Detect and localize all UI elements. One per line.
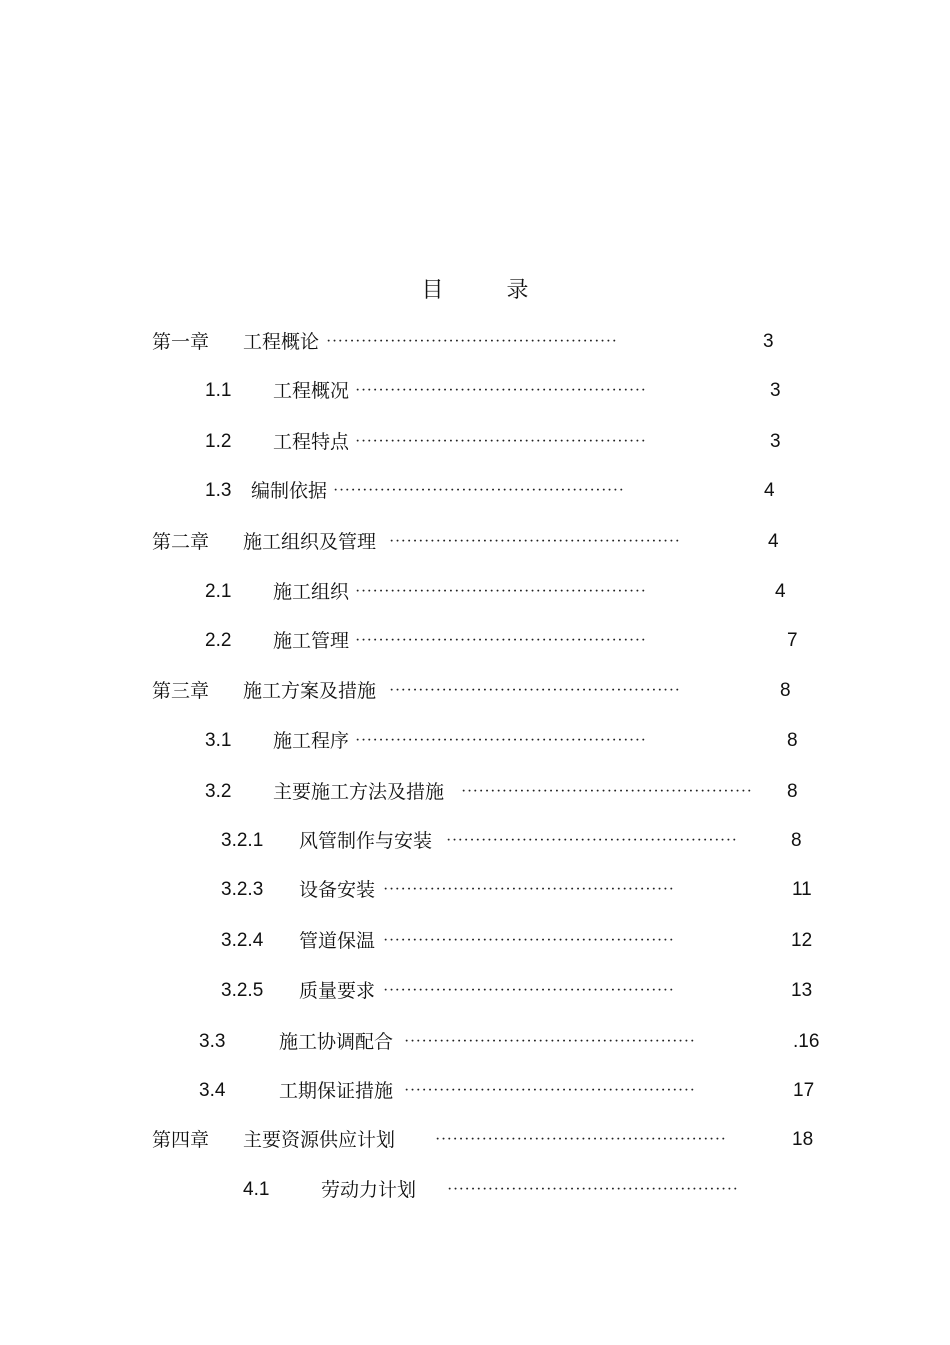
toc-entry-page: 11 xyxy=(792,879,812,900)
toc-entry-title: 施工管理 xyxy=(273,630,350,652)
toc-entry[interactable] xyxy=(243,1175,843,1205)
toc-entry-page: 12 xyxy=(791,930,813,951)
toc-entry-page: 4 xyxy=(775,581,786,602)
toc-entry-number: 3.1 xyxy=(205,730,232,751)
toc-entry-page: 7 xyxy=(787,630,798,651)
toc-entry[interactable] xyxy=(221,875,821,905)
toc-entry-leader: ·················································· xyxy=(461,783,753,800)
toc-entry-number: 1.2 xyxy=(205,431,232,452)
toc-entry-number: 1.3 xyxy=(205,480,232,501)
toc-entry-number: 3.2.3 xyxy=(221,879,264,900)
toc-entry-page: 4 xyxy=(764,480,775,501)
toc-entry-leader: ·················································· xyxy=(447,1181,739,1198)
toc-entry-title: 风管制作与安装 xyxy=(299,830,433,852)
toc-entry-leader: ·················································· xyxy=(355,732,647,749)
toc-entry[interactable] xyxy=(221,926,821,956)
toc-entry-leader: ·················································· xyxy=(404,1082,696,1099)
toc-entry-number: 第二章 xyxy=(152,531,210,553)
toc-entry-leader: ·················································· xyxy=(389,533,681,550)
toc-entry-leader: ·················································· xyxy=(355,632,647,649)
toc-entry-leader: ·················································· xyxy=(355,433,647,450)
toc-entry-title: 施工方案及措施 xyxy=(243,680,377,702)
toc-entry-title: 工程概论 xyxy=(243,331,320,353)
toc-entry-title: 主要资源供应计划 xyxy=(243,1129,396,1151)
toc-entry[interactable] xyxy=(205,777,805,807)
toc-entry[interactable] xyxy=(199,1027,839,1057)
toc-entry-number: 4.1 xyxy=(243,1179,270,1200)
toc-entry[interactable] xyxy=(205,376,805,406)
toc-entry-page: .16 xyxy=(793,1031,820,1052)
toc-entry-title: 设备安装 xyxy=(299,879,376,901)
toc-entry-leader: ·················································· xyxy=(355,382,647,399)
toc-entry-leader: ·················································· xyxy=(404,1033,696,1050)
toc-entry[interactable] xyxy=(205,427,805,457)
toc-entry-leader: ·················································· xyxy=(383,982,675,999)
toc-entry-leader: ·················································· xyxy=(333,482,625,499)
toc-entry-leader: ·················································· xyxy=(446,832,738,849)
toc-entry-page: 8 xyxy=(791,830,802,851)
toc-entry-title: 工期保证措施 xyxy=(279,1080,394,1102)
toc-entry-number: 3.4 xyxy=(199,1080,226,1101)
toc-entry-number: 2.1 xyxy=(205,581,232,602)
toc-entry[interactable] xyxy=(152,1125,832,1155)
toc-entry[interactable] xyxy=(205,626,805,656)
toc-entry-title: 管道保温 xyxy=(299,930,376,952)
toc-entry[interactable] xyxy=(205,476,805,506)
toc-entry-title: 工程特点 xyxy=(273,431,350,453)
toc-entry-page: 17 xyxy=(793,1080,815,1101)
toc-entry-leader: ·················································· xyxy=(355,583,647,600)
toc-entry-title: 编制依据 xyxy=(251,480,328,502)
toc-entry-number: 3.3 xyxy=(199,1031,226,1052)
toc-entry-title: 施工组织及管理 xyxy=(243,531,377,553)
toc-entry-title: 工程概况 xyxy=(273,380,350,402)
toc-entry-number: 2.2 xyxy=(205,630,232,651)
toc-entry-title: 劳动力计划 xyxy=(321,1179,417,1201)
toc-entry-title: 施工协调配合 xyxy=(279,1031,394,1053)
toc-entry-title: 施工程序 xyxy=(273,730,350,752)
toc-entry[interactable] xyxy=(221,976,821,1006)
toc-entry-page: 13 xyxy=(791,980,813,1001)
toc-title: 目 录 xyxy=(421,278,557,303)
toc-entry-number: 3.2 xyxy=(205,781,232,802)
toc-entry[interactable] xyxy=(152,527,802,557)
toc-entry-page: 3 xyxy=(763,331,774,352)
toc-entry[interactable] xyxy=(221,826,821,856)
toc-entry-leader: ·················································· xyxy=(383,881,675,898)
toc-entry-number: 第三章 xyxy=(152,680,210,702)
toc-entry[interactable] xyxy=(199,1076,839,1106)
toc-entry-number: 3.2.5 xyxy=(221,980,264,1001)
toc-entry-title: 质量要求 xyxy=(299,980,376,1002)
toc-entry[interactable] xyxy=(152,676,802,706)
toc-entry-number: 第四章 xyxy=(152,1129,210,1151)
toc-entry-title: 施工组织 xyxy=(273,581,350,603)
toc-entry-leader: ·················································· xyxy=(326,333,618,350)
toc-entry-page: 3 xyxy=(770,431,781,452)
toc-entry-number: 3.2.1 xyxy=(221,830,264,851)
toc-entry-page: 4 xyxy=(768,531,779,552)
toc-entry-page: 8 xyxy=(787,730,798,751)
toc-entry[interactable] xyxy=(205,577,805,607)
toc-entry-page: 8 xyxy=(787,781,798,802)
toc-entry[interactable] xyxy=(205,726,805,756)
toc-entry-page: 8 xyxy=(780,680,791,701)
toc-entry-page: 18 xyxy=(792,1129,814,1150)
toc-entry-number: 1.1 xyxy=(205,380,232,401)
toc-entry-leader: ·················································· xyxy=(389,682,681,699)
toc-entry-leader: ·················································· xyxy=(383,932,675,949)
toc-entry-title: 主要施工方法及措施 xyxy=(273,781,445,803)
toc-entry[interactable] xyxy=(152,327,802,357)
toc-entry-number: 3.2.4 xyxy=(221,930,264,951)
toc-entry-leader: ·················································· xyxy=(435,1131,727,1148)
toc-entry-page: 3 xyxy=(770,380,781,401)
toc-entry-number: 第一章 xyxy=(152,331,210,353)
